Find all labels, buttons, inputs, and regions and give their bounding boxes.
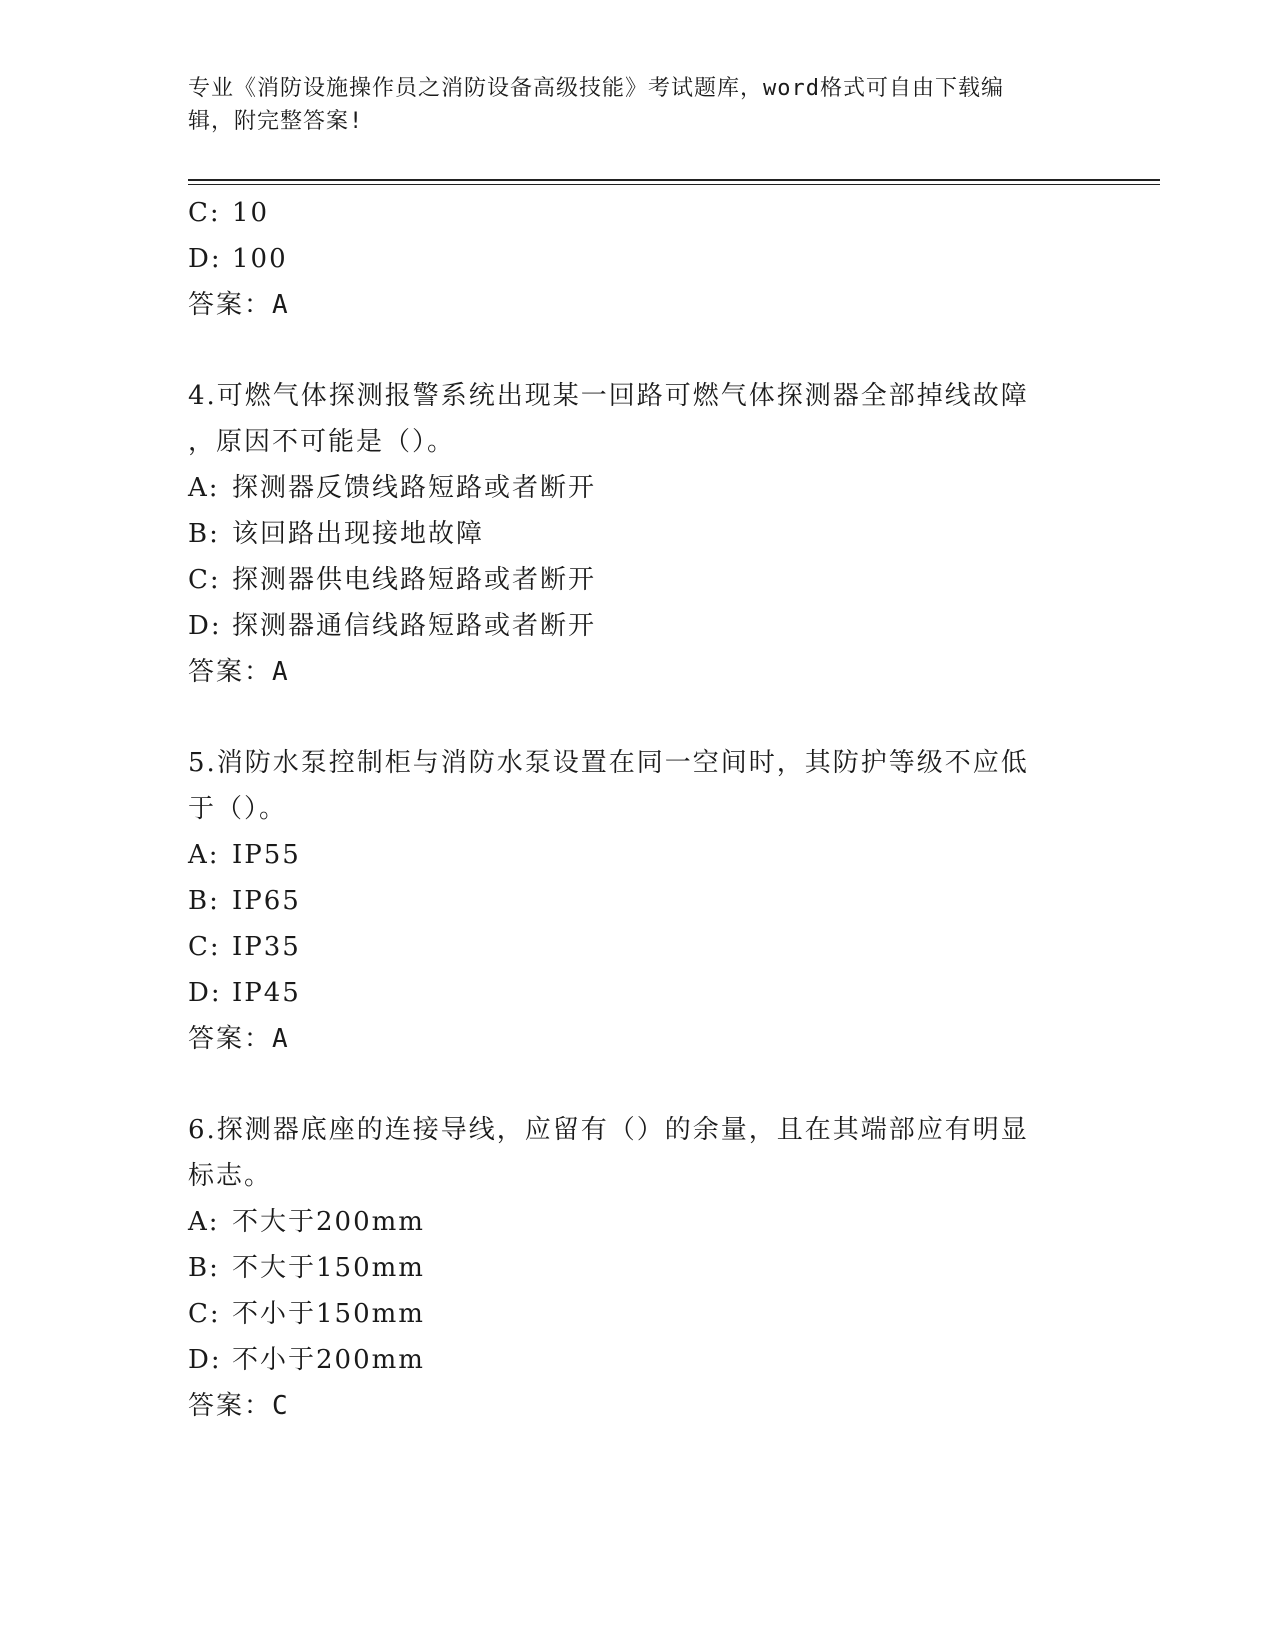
option-b [188, 511, 1068, 557]
option-letter: C: [188, 198, 221, 228]
option-b [188, 1245, 1068, 1291]
option-letter: D: [188, 244, 222, 274]
option-letter: B: [188, 1253, 220, 1283]
option-a [188, 465, 1068, 511]
option-text: 该回路出现接地故障 [232, 519, 485, 549]
answer-line [188, 649, 1068, 695]
option-text: IP35 [232, 932, 301, 962]
question-stem-line-1: 5.消防水泵控制柜与消防水泵设置在同一空间时，其防护等级不应低 [188, 748, 1029, 778]
answer-label: 答案： [188, 1024, 273, 1054]
answer-line [188, 1016, 1068, 1062]
answer-value: A [272, 290, 290, 320]
option-text: 不小于150mm [232, 1299, 425, 1329]
question-stem-line-2: ，原因不可能是（）。 [188, 427, 456, 457]
header-rule-thin [188, 184, 1160, 185]
option-letter: D: [188, 611, 222, 641]
option-letter: A: [188, 473, 220, 503]
option-text: 探测器供电线路短路或者断开 [232, 565, 597, 595]
option-c [188, 557, 1068, 603]
answer-value: A [272, 1024, 290, 1054]
option-letter: C: [188, 565, 221, 595]
option-d [188, 1337, 1068, 1383]
header-rule-thick [188, 179, 1160, 181]
answer-value: A [272, 657, 290, 687]
question-stem-line-2: 标志。 [188, 1161, 273, 1191]
question-3-tail [188, 190, 1068, 328]
option-b [188, 878, 1068, 924]
option-d [188, 970, 1068, 1016]
option-a [188, 832, 1068, 878]
option-text: 探测器反馈线路短路或者断开 [232, 473, 597, 503]
option-text: 探测器通信线路短路或者断开 [232, 611, 597, 641]
option-d [188, 603, 1068, 649]
option-letter: C: [188, 1299, 221, 1329]
option-letter: A: [188, 840, 220, 870]
question-6 [188, 1107, 1068, 1429]
option-letter: D: [188, 978, 222, 1008]
option-text: IP65 [232, 886, 301, 916]
option-c [188, 924, 1068, 970]
answer-line [188, 282, 1068, 328]
option-c [188, 190, 1068, 236]
option-text: IP55 [232, 840, 301, 870]
spacer [188, 328, 1068, 373]
option-letter: C: [188, 932, 221, 962]
spacer [188, 695, 1068, 740]
option-letter: B: [188, 886, 220, 916]
question-stem-line-1: 4.可燃气体探测报警系统出现某一回路可燃气体探测器全部掉线故障 [188, 381, 1029, 411]
option-letter: B: [188, 519, 220, 549]
option-text: 10 [232, 198, 270, 228]
question-stem-line-1: 6.探测器底座的连接导线，应留有（）的余量，且在其端部应有明显 [188, 1115, 1029, 1145]
page-header [188, 72, 1068, 138]
option-d [188, 236, 1068, 282]
option-letter: D: [188, 1345, 222, 1375]
answer-line [188, 1383, 1068, 1429]
option-text: 不大于150mm [232, 1253, 425, 1283]
question-list [188, 190, 1068, 1429]
header-line-2: 辑，附完整答案! [188, 109, 364, 134]
option-text: 不大于200mm [232, 1207, 425, 1237]
option-text: 100 [232, 244, 288, 274]
option-a [188, 1199, 1068, 1245]
question-stem-line-2: 于（）。 [188, 794, 288, 824]
answer-value: C [272, 1391, 290, 1421]
question-5 [188, 740, 1068, 1062]
answer-label: 答案： [188, 290, 273, 320]
answer-label: 答案： [188, 1391, 273, 1421]
option-text: IP45 [232, 978, 301, 1008]
question-4 [188, 373, 1068, 695]
spacer [188, 1062, 1068, 1107]
option-c [188, 1291, 1068, 1337]
option-text: 不小于200mm [232, 1345, 425, 1375]
header-line-1: 专业《消防设施操作员之消防设备高级技能》考试题库，word格式可自由下载编 [188, 76, 1004, 101]
answer-label: 答案： [188, 657, 273, 687]
option-letter: A: [188, 1207, 220, 1237]
